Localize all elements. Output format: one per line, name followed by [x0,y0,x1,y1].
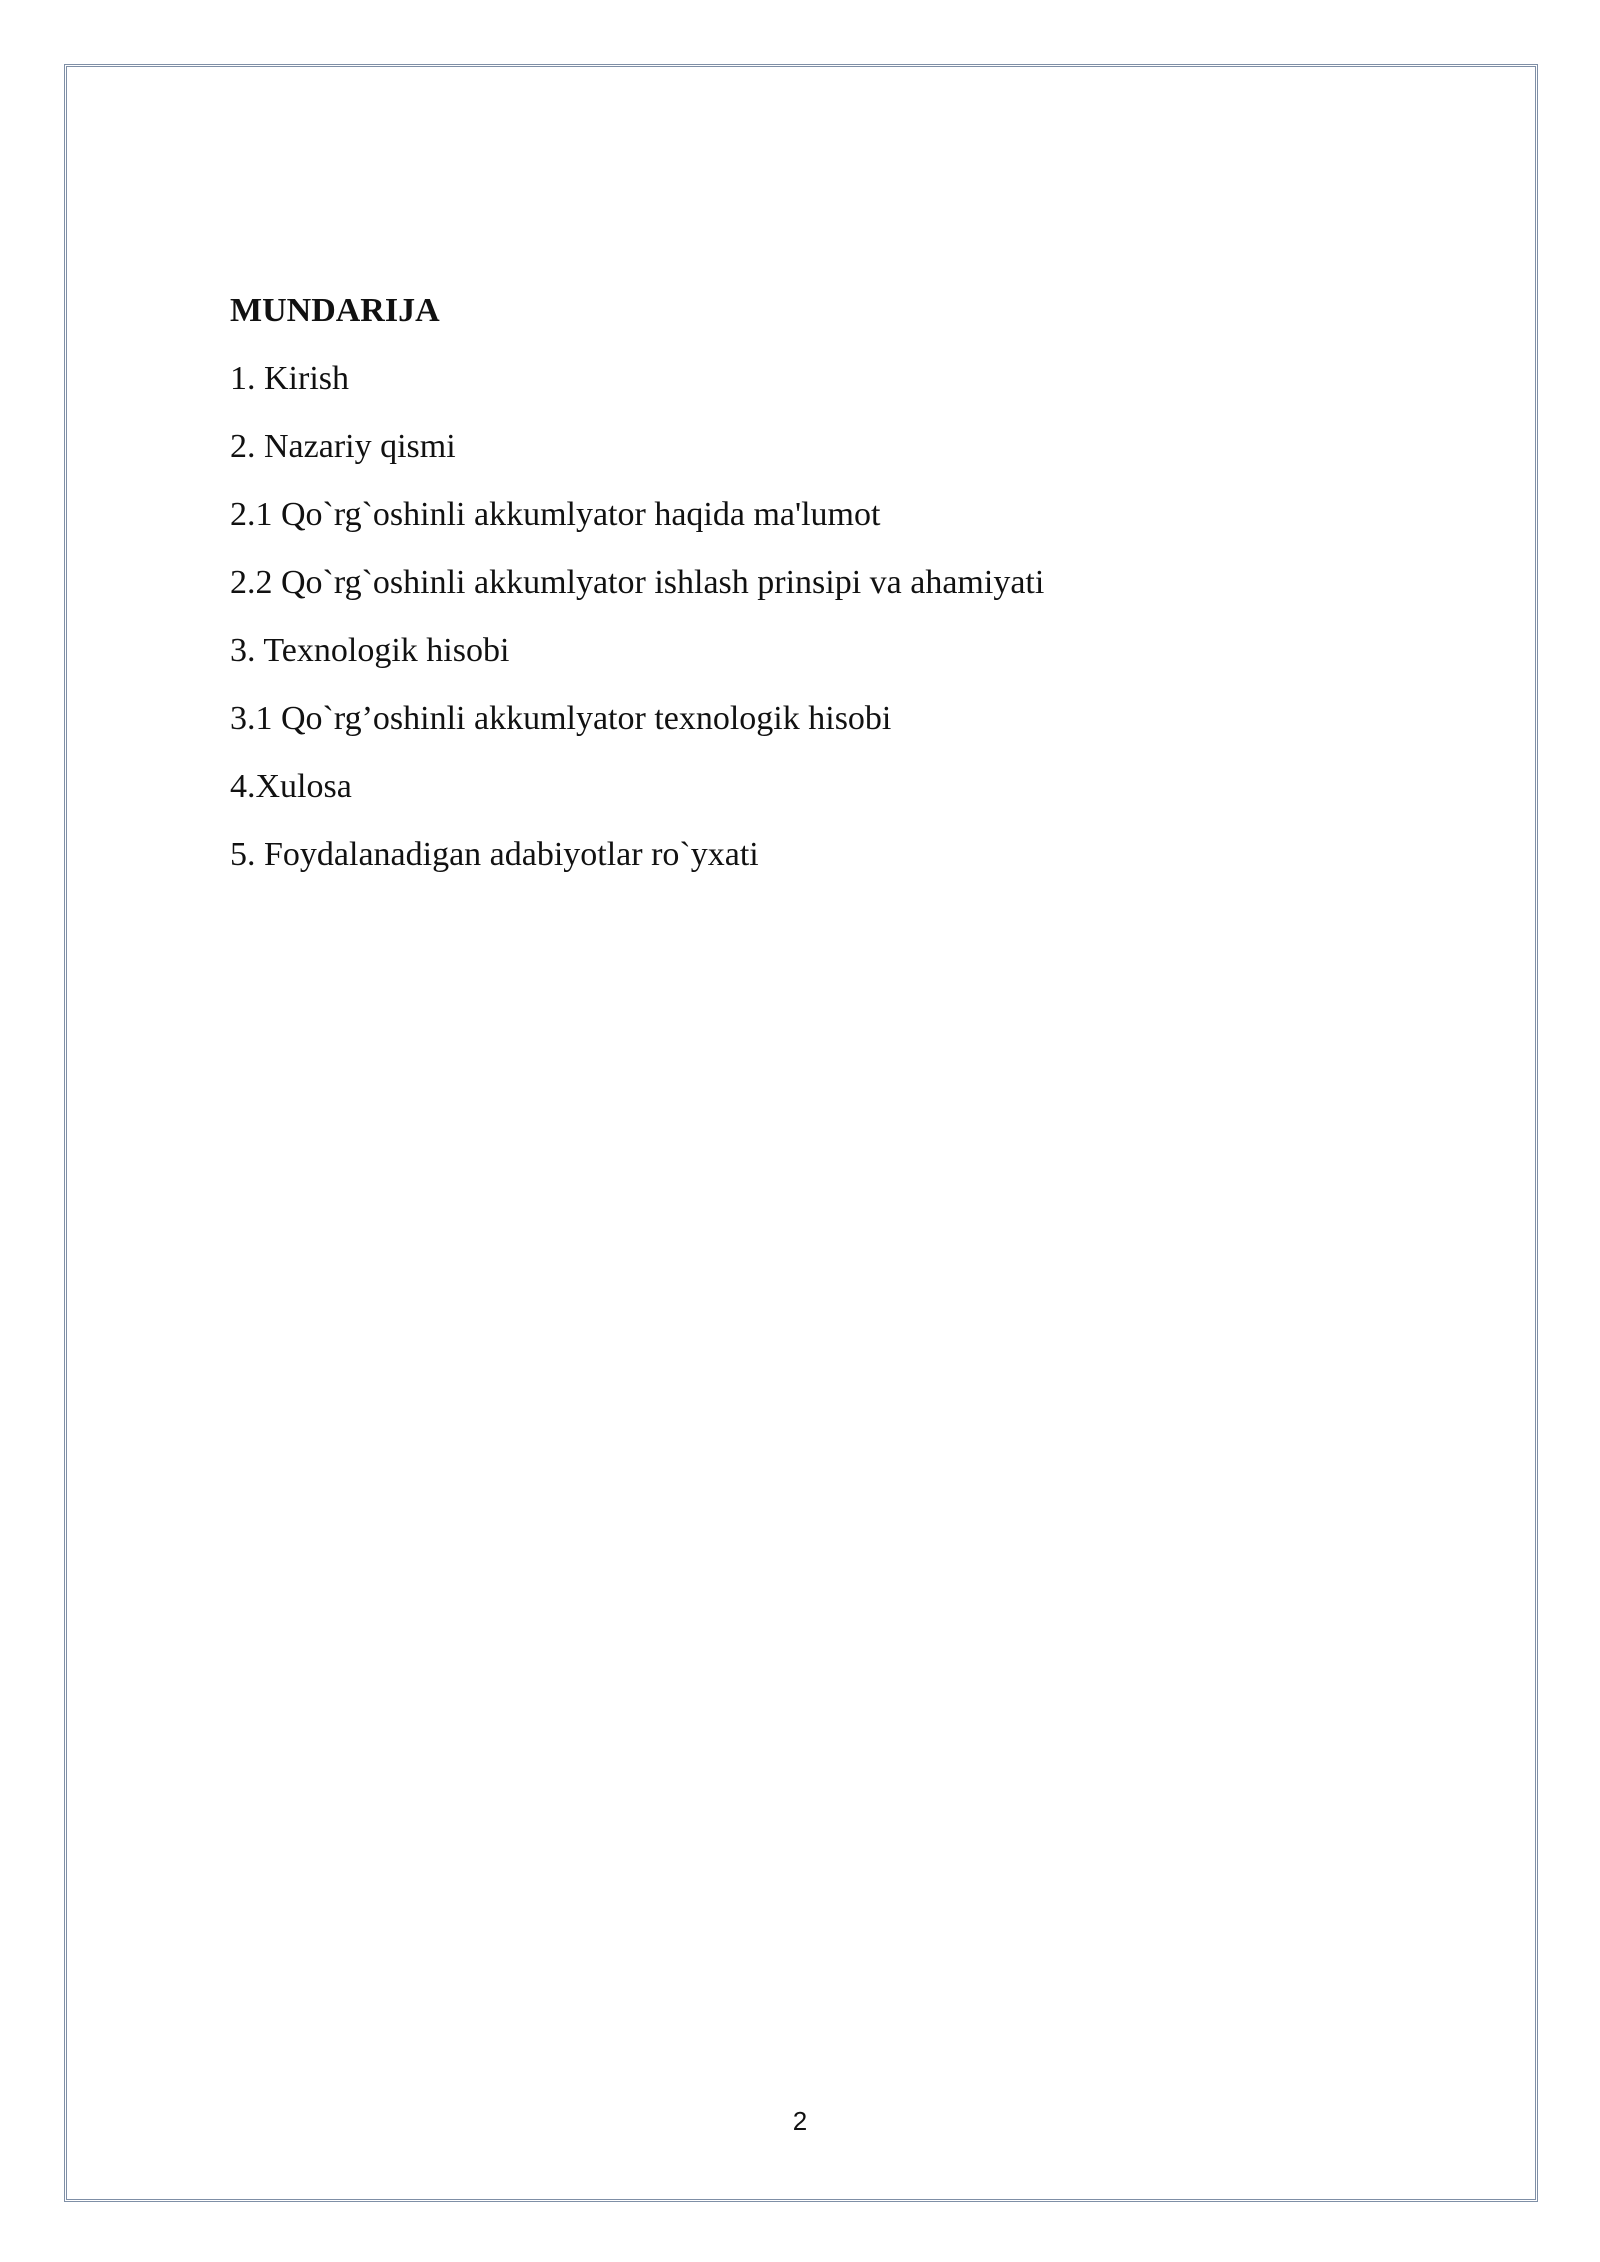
toc-item-texnologik-hisobi: 3. Texnologik hisobi [230,632,510,669]
table-of-contents [230,288,1044,900]
toc-item-xulosa: 4.Xulosa [230,768,352,805]
toc-item-nazariy-qismi: 2. Nazariy qismi [230,428,456,465]
toc-item-adabiyotlar: 5. Foydalanadigan adabiyotlar ro`yxati [230,836,759,873]
toc-item-3-1: 3.1 Qo`rg’oshinli akkumlyator texnologik hisobi [230,700,892,737]
toc-item-2-1: 2.1 Qo`rg`oshinli akkumlyator haqida ma'lumot [230,496,881,533]
toc-title: MUNDARIJA [230,292,440,329]
page-number: 2 [792,2106,808,2136]
toc-item-2-2: 2.2 Qo`rg`oshinli akkumlyator ishlash prinsipi va ahamiyati [230,564,1045,601]
toc-item-kirish: 1. Kirish [230,360,349,397]
toc-list [230,356,1044,878]
